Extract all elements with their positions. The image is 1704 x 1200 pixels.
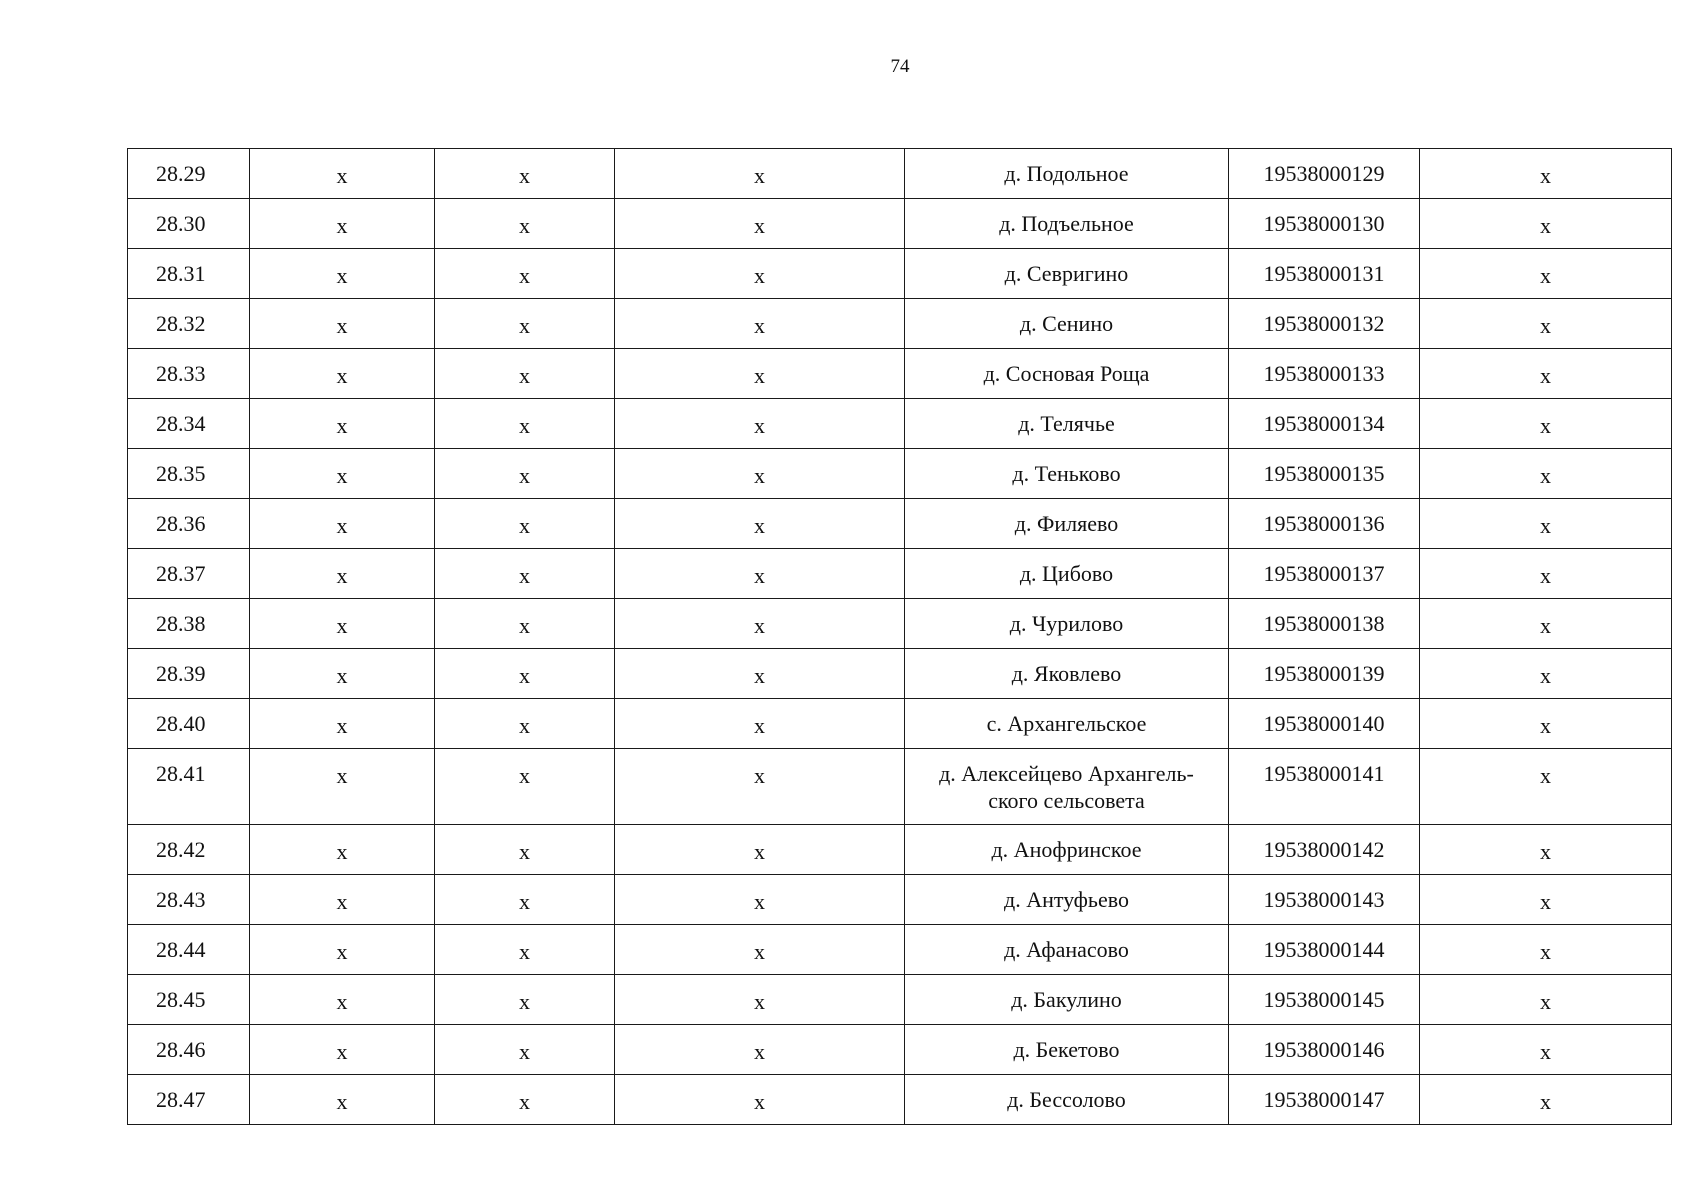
col3-cell — [435, 749, 615, 825]
col3-text: x — [519, 989, 530, 1014]
oktmo-code-text: 19538000143 — [1263, 887, 1385, 912]
settlement-name-text: д. Теньково — [1012, 461, 1121, 486]
col3-cell — [435, 649, 615, 699]
oktmo-code-text: 19538000141 — [1263, 761, 1385, 786]
row-code-text: 28.35 — [156, 461, 206, 486]
row-code-text: 28.41 — [156, 761, 206, 786]
col4-cell — [615, 299, 905, 349]
col4-text: x — [754, 163, 765, 188]
col2-cell — [250, 1025, 435, 1075]
col4-text: x — [754, 889, 765, 914]
col4-text: x — [754, 213, 765, 238]
col4-text: x — [754, 989, 765, 1014]
col3-text: x — [519, 839, 530, 864]
col2-text: x — [336, 313, 348, 338]
col7-cell — [1420, 1025, 1672, 1075]
col3-cell — [435, 875, 615, 925]
settlement-name-text: д. Подъельное — [999, 211, 1134, 236]
col3-text: x — [519, 1089, 530, 1114]
oktmo-code-cell — [1229, 975, 1420, 1025]
oktmo-code-cell — [1229, 699, 1420, 749]
table-row — [128, 549, 1672, 599]
row-code-text: 28.46 — [156, 1037, 206, 1062]
col4-text: x — [754, 1089, 765, 1114]
oktmo-code-text: 19538000140 — [1263, 711, 1385, 736]
col4-cell — [615, 825, 905, 875]
settlements-table — [127, 148, 1672, 1125]
row-code-cell — [128, 1025, 250, 1075]
col4-cell — [615, 599, 905, 649]
col3-text: x — [519, 213, 530, 238]
oktmo-code-text: 19538000138 — [1263, 611, 1385, 636]
row-code-cell — [128, 199, 250, 249]
col7-text: x — [1540, 713, 1551, 738]
settlement-name-cell — [905, 349, 1229, 399]
col3-text: x — [519, 263, 530, 288]
col7-text: x — [1540, 413, 1551, 438]
col4-cell — [615, 549, 905, 599]
col4-cell — [615, 925, 905, 975]
col7-text: x — [1540, 463, 1551, 488]
col2-cell — [250, 1075, 435, 1125]
col2-cell — [250, 875, 435, 925]
oktmo-code-cell — [1229, 599, 1420, 649]
table-row — [128, 1025, 1672, 1075]
col3-cell — [435, 349, 615, 399]
row-code-cell — [128, 299, 250, 349]
col7-cell — [1420, 749, 1672, 825]
col4-text: x — [754, 839, 765, 864]
table-row — [128, 649, 1672, 699]
col2-text: x — [336, 263, 348, 288]
col3-text: x — [519, 363, 530, 388]
col7-text: x — [1540, 663, 1551, 688]
settlement-name-cell — [905, 299, 1229, 349]
col4-cell — [615, 399, 905, 449]
col2-text: x — [336, 663, 348, 688]
col3-cell — [435, 1075, 615, 1125]
row-code-text: 28.31 — [156, 261, 206, 286]
row-code-text: 28.43 — [156, 887, 206, 912]
col2-cell — [250, 925, 435, 975]
col4-cell — [615, 875, 905, 925]
row-code-cell — [128, 249, 250, 299]
col4-cell — [615, 975, 905, 1025]
table-row — [128, 499, 1672, 549]
col2-text: x — [336, 839, 348, 864]
col3-cell — [435, 449, 615, 499]
col2-text: x — [336, 513, 348, 538]
settlement-name-text: д. Сосновая Роща — [983, 361, 1150, 386]
oktmo-code-cell — [1229, 349, 1420, 399]
row-code-text: 28.47 — [156, 1087, 206, 1112]
row-code-cell — [128, 499, 250, 549]
oktmo-code-text: 19538000145 — [1263, 987, 1385, 1012]
table-row — [128, 449, 1672, 499]
col4-text: x — [754, 763, 765, 788]
settlement-name-text: д. Филяево — [1014, 511, 1119, 536]
settlement-name-text: д. Антуфьево — [1004, 887, 1129, 912]
col3-cell — [435, 925, 615, 975]
col4-cell — [615, 449, 905, 499]
oktmo-code-text: 19538000131 — [1263, 261, 1385, 286]
settlement-name-cell — [905, 1025, 1229, 1075]
settlement-name-text: с. Архангельское — [986, 711, 1147, 736]
settlement-name-text: д. Афанасово — [1004, 937, 1129, 962]
col4-text: x — [754, 513, 765, 538]
settlement-name-cell — [905, 449, 1229, 499]
settlement-name-cell — [905, 249, 1229, 299]
col3-cell — [435, 1025, 615, 1075]
oktmo-code-cell — [1229, 649, 1420, 699]
row-code-text: 28.29 — [156, 161, 206, 186]
col2-text: x — [336, 613, 348, 638]
table-row — [128, 1075, 1672, 1125]
col4-cell — [615, 1025, 905, 1075]
col4-cell — [615, 349, 905, 399]
col3-cell — [435, 499, 615, 549]
col7-text: x — [1540, 1089, 1551, 1114]
col2-text: x — [336, 1089, 348, 1114]
col2-text: x — [336, 1039, 348, 1064]
col2-text: x — [336, 413, 348, 438]
col3-text: x — [519, 613, 530, 638]
table-body — [128, 149, 1672, 1125]
col7-cell — [1420, 399, 1672, 449]
settlement-name-text: д. Телячье — [1018, 411, 1115, 436]
col7-text: x — [1540, 989, 1551, 1014]
row-code-cell — [128, 649, 250, 699]
row-code-cell — [128, 749, 250, 825]
col2-text: x — [336, 163, 348, 188]
col7-cell — [1420, 549, 1672, 599]
col7-text: x — [1540, 939, 1551, 964]
col7-cell — [1420, 975, 1672, 1025]
row-code-text: 28.38 — [156, 611, 206, 636]
col3-cell — [435, 399, 615, 449]
col4-text: x — [754, 313, 765, 338]
col7-cell — [1420, 599, 1672, 649]
oktmo-code-text: 19538000132 — [1263, 311, 1385, 336]
col7-text: x — [1540, 163, 1551, 188]
settlement-name-text: д. Бакулино — [1011, 987, 1122, 1012]
col3-text: x — [519, 889, 530, 914]
settlement-name-cell — [905, 599, 1229, 649]
row-code-cell — [128, 1075, 250, 1125]
col7-cell — [1420, 149, 1672, 199]
col7-cell — [1420, 249, 1672, 299]
col4-text: x — [754, 263, 765, 288]
col7-text: x — [1540, 1039, 1551, 1064]
oktmo-code-text: 19538000142 — [1263, 837, 1385, 862]
col7-cell — [1420, 825, 1672, 875]
col2-cell — [250, 975, 435, 1025]
settlement-name-cell — [905, 399, 1229, 449]
settlement-name-cell — [905, 875, 1229, 925]
oktmo-code-cell — [1229, 249, 1420, 299]
row-code-text: 28.34 — [156, 411, 206, 436]
row-code-cell — [128, 699, 250, 749]
oktmo-code-text: 19538000130 — [1263, 211, 1385, 236]
oktmo-code-cell — [1229, 749, 1420, 825]
settlement-name-text: д. Подольное — [1004, 161, 1129, 186]
col3-text: x — [519, 939, 530, 964]
col3-text: x — [519, 413, 530, 438]
col2-cell — [250, 399, 435, 449]
col3-text: x — [519, 513, 530, 538]
col4-text: x — [754, 363, 765, 388]
settlement-name-cell — [905, 925, 1229, 975]
col7-cell — [1420, 449, 1672, 499]
col3-cell — [435, 975, 615, 1025]
col7-text: x — [1540, 513, 1551, 538]
settlement-name-text: д. Севригино — [1004, 261, 1129, 286]
settlement-name-text: д. Чурилово — [1009, 611, 1124, 636]
settlement-name-cell — [905, 549, 1229, 599]
settlement-name-cell — [905, 149, 1229, 199]
oktmo-code-cell — [1229, 449, 1420, 499]
col2-text: x — [336, 213, 348, 238]
table-row — [128, 749, 1672, 825]
row-code-cell — [128, 925, 250, 975]
col4-text: x — [754, 1039, 765, 1064]
col3-text: x — [519, 713, 530, 738]
oktmo-code-cell — [1229, 549, 1420, 599]
oktmo-code-text: 19538000146 — [1263, 1037, 1385, 1062]
table-row — [128, 699, 1672, 749]
col2-text: x — [336, 939, 348, 964]
row-code-text: 28.37 — [156, 561, 206, 586]
oktmo-code-cell — [1229, 499, 1420, 549]
col3-cell — [435, 299, 615, 349]
col7-cell — [1420, 925, 1672, 975]
row-code-text: 28.42 — [156, 837, 206, 862]
page-number: 74 — [890, 56, 910, 77]
oktmo-code-cell — [1229, 149, 1420, 199]
col4-cell — [615, 1075, 905, 1125]
row-code-cell — [128, 975, 250, 1025]
col2-cell — [250, 825, 435, 875]
table-row — [128, 349, 1672, 399]
settlement-name-text: д. Алексейцево Архангель- — [939, 761, 1194, 786]
col7-cell — [1420, 649, 1672, 699]
row-code-text: 28.30 — [156, 211, 206, 236]
col2-cell — [250, 649, 435, 699]
col2-cell — [250, 599, 435, 649]
col7-text: x — [1540, 839, 1551, 864]
table-row — [128, 875, 1672, 925]
col3-cell — [435, 599, 615, 649]
col3-text: x — [519, 463, 530, 488]
row-code-text: 28.36 — [156, 511, 206, 536]
col2-text: x — [336, 563, 348, 588]
oktmo-code-cell — [1229, 1025, 1420, 1075]
col2-text: x — [336, 713, 348, 738]
row-code-cell — [128, 599, 250, 649]
col2-cell — [250, 249, 435, 299]
row-code-cell — [128, 875, 250, 925]
col4-text: x — [754, 463, 765, 488]
row-code-cell — [128, 825, 250, 875]
table-row — [128, 299, 1672, 349]
table-row — [128, 825, 1672, 875]
col7-cell — [1420, 349, 1672, 399]
settlement-name-text: д. Яковлево — [1011, 661, 1122, 686]
settlement-name-text: д. Цибово — [1019, 561, 1114, 586]
col7-text: x — [1540, 889, 1551, 914]
col2-cell — [250, 699, 435, 749]
settlement-name-cell — [905, 199, 1229, 249]
col3-cell — [435, 825, 615, 875]
oktmo-code-cell — [1229, 299, 1420, 349]
col4-cell — [615, 249, 905, 299]
col4-cell — [615, 149, 905, 199]
row-code-cell — [128, 399, 250, 449]
col2-text: x — [336, 889, 348, 914]
col4-text: x — [754, 413, 765, 438]
col3-text: x — [519, 763, 530, 788]
col7-cell — [1420, 699, 1672, 749]
col2-cell — [250, 499, 435, 549]
oktmo-code-cell — [1229, 1075, 1420, 1125]
settlement-name-text: д. Сенино — [1019, 311, 1114, 336]
settlement-name-continuation-text: ского сельсовета — [988, 788, 1145, 813]
row-code-text: 28.45 — [156, 987, 206, 1012]
col2-cell — [250, 449, 435, 499]
settlement-name-text: д. Бекетово — [1013, 1037, 1120, 1062]
table-row — [128, 925, 1672, 975]
col4-text: x — [754, 939, 765, 964]
col7-text: x — [1540, 313, 1551, 338]
row-code-text: 28.33 — [156, 361, 206, 386]
settlement-name-text: д. Анофринское — [991, 837, 1142, 862]
row-code-text: 28.32 — [156, 311, 206, 336]
oktmo-code-text: 19538000135 — [1263, 461, 1385, 486]
row-code-text: 28.39 — [156, 661, 206, 686]
col2-text: x — [336, 463, 348, 488]
col7-cell — [1420, 299, 1672, 349]
col7-text: x — [1540, 213, 1551, 238]
table-row — [128, 975, 1672, 1025]
oktmo-code-text: 19538000129 — [1263, 161, 1385, 186]
row-code-cell — [128, 549, 250, 599]
col7-text: x — [1540, 763, 1551, 788]
col2-text: x — [336, 363, 348, 388]
col2-text: x — [336, 989, 348, 1014]
col2-text: x — [336, 763, 348, 788]
oktmo-code-cell — [1229, 399, 1420, 449]
oktmo-code-text: 19538000136 — [1263, 511, 1385, 536]
settlement-name-cell — [905, 975, 1229, 1025]
col3-text: x — [519, 163, 530, 188]
col4-cell — [615, 499, 905, 549]
col2-cell — [250, 299, 435, 349]
col7-text: x — [1540, 613, 1551, 638]
col3-text: x — [519, 663, 530, 688]
col2-cell — [250, 349, 435, 399]
col3-text: x — [519, 563, 530, 588]
col3-cell — [435, 149, 615, 199]
table-row — [128, 149, 1672, 199]
row-code-text: 28.44 — [156, 937, 206, 962]
row-code-text: 28.40 — [156, 711, 206, 736]
settlement-name-text: д. Бессолово — [1007, 1087, 1126, 1112]
col3-cell — [435, 699, 615, 749]
oktmo-code-text: 19538000144 — [1263, 937, 1385, 962]
oktmo-code-cell — [1229, 875, 1420, 925]
col4-cell — [615, 199, 905, 249]
col4-text: x — [754, 613, 765, 638]
table-row — [128, 199, 1672, 249]
settlement-name-cell — [905, 699, 1229, 749]
col7-cell — [1420, 1075, 1672, 1125]
oktmo-code-text: 19538000147 — [1263, 1087, 1385, 1112]
oktmo-code-text: 19538000133 — [1263, 361, 1385, 386]
oktmo-code-cell — [1229, 199, 1420, 249]
col2-cell — [250, 749, 435, 825]
col3-text: x — [519, 1039, 530, 1064]
oktmo-code-cell — [1229, 925, 1420, 975]
col4-cell — [615, 699, 905, 749]
row-code-cell — [128, 449, 250, 499]
col2-cell — [250, 149, 435, 199]
settlement-name-cell — [905, 1075, 1229, 1125]
settlement-name-cell — [905, 649, 1229, 699]
col3-text: x — [519, 313, 530, 338]
table-row — [128, 249, 1672, 299]
col7-cell — [1420, 499, 1672, 549]
col7-cell — [1420, 199, 1672, 249]
col4-text: x — [754, 713, 765, 738]
col2-cell — [250, 549, 435, 599]
settlement-name-cell — [905, 749, 1229, 825]
col7-text: x — [1540, 363, 1551, 388]
col4-cell — [615, 649, 905, 699]
row-code-cell — [128, 149, 250, 199]
table-row — [128, 399, 1672, 449]
table-row — [128, 599, 1672, 649]
settlement-name-cell — [905, 499, 1229, 549]
oktmo-code-text: 19538000134 — [1263, 411, 1385, 436]
col3-cell — [435, 549, 615, 599]
col7-cell — [1420, 875, 1672, 925]
col2-cell — [250, 199, 435, 249]
col4-text: x — [754, 563, 765, 588]
col4-cell — [615, 749, 905, 825]
col3-cell — [435, 249, 615, 299]
oktmo-code-text: 19538000139 — [1263, 661, 1385, 686]
col3-cell — [435, 199, 615, 249]
settlement-name-cell — [905, 825, 1229, 875]
oktmo-code-cell — [1229, 825, 1420, 875]
col4-text: x — [754, 663, 765, 688]
col7-text: x — [1540, 563, 1551, 588]
row-code-cell — [128, 349, 250, 399]
col7-text: x — [1540, 263, 1551, 288]
oktmo-code-text: 19538000137 — [1263, 561, 1385, 586]
